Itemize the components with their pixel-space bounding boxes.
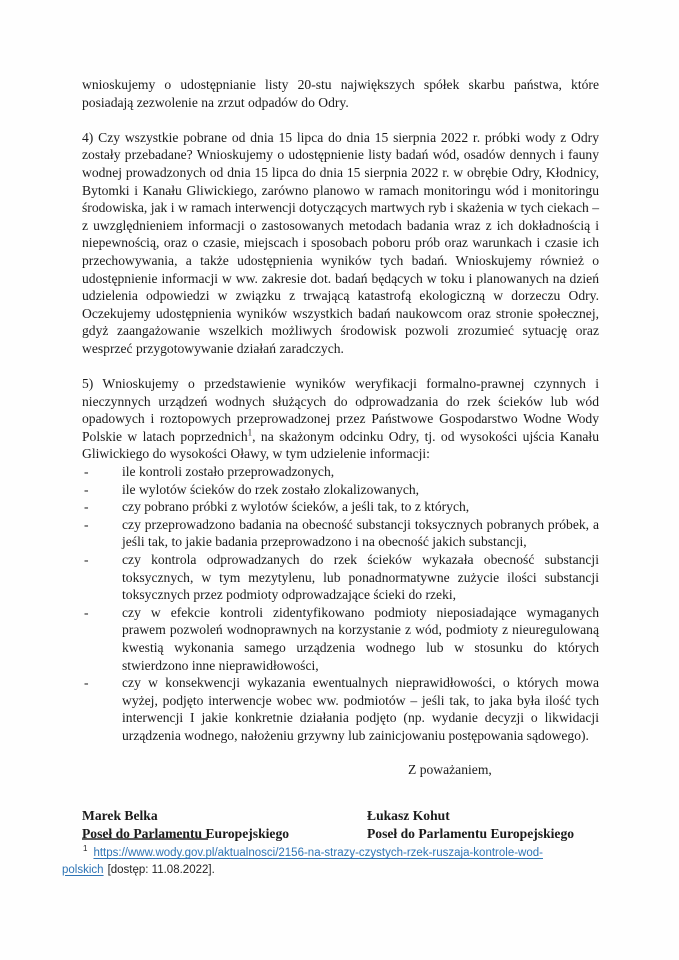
- point-5-text-before-footnote: 5) Wnioskujemy o przedstawienie wyników weryfikacji formalno-prawnej czynnych i nieczynnych urządzeń wodnych służących do odprowadzania do rzek ścieków lub wód opadowych i roztopowych przeprowadzonej przez Państwowe Gospodarstwo Wodne Wody Polskie w latach poprzednich: [82, 376, 599, 444]
- letter-body: [82, 76, 599, 842]
- point-4-paragraph: 4) Czy wszystkie pobrane od dnia 15 lipca do dnia 15 sierpnia 2022 r. próbki wody z Odry zostały przebadane? Wnioskujemy o udostępnienie listy badań wód, osadów dennych i fauny wodnej prowadzonych od dnia 15 lipca do dnia 15 sierpnia 2022 r. w obrębie Odry, Kłodnicy, Bytomki i Kanału Gliwickiego, zarówno planowo w ramach monitoringu wód i monitoringu środowiska, jak i w ramach interwencji dotyczących martwych ryb i skażenia w tych ciekach – z uwzględnieniem informacji o zastosowanych metodach badania wraz z ich dokładnością i niepewnością, oraz o czasie, miejscach i sposobach poboru prób oraz warunkach i czasie ich przechowywania, a także udostępnienia wyników tych badań. Wnioskujemy również o udostępnienie informacji w ww. zakresie dot. badań będących w toku i planowanych na dzień udzielenia odpowiedzi w związku z trwającą katastrofą ekologiczną w dorzeczu Odry. Oczekujemy udostępnienia wyników wszystkich badań naukowcom oraz stronie społecznej, gdyż zaangażowanie wszelkich możliwych środowisk pozwoli zrozumieć sytuację oraz wesprzeć przygotowywanie działań zaradczych.: [82, 129, 599, 356]
- footnote-section: [0, 838, 679, 878]
- list-item-text: czy w konsekwencji wykazania ewentualnych nieprawidłowości, o których mowa wyżej, podjęto interwencje wobec ww. podmiotów – jeśli tak, to jaka była ilość tych interwencji I jakie konkretnie działania podjęto (np. wydanie decyzji o likwidacji urządzenia wodnego, nałożeniu grzywny lub zainicjowaniu postępowania sądowego).: [122, 675, 599, 743]
- request-list: [82, 463, 599, 745]
- list-dash-marker: -: [84, 481, 89, 497]
- list-item-text: czy w efekcie kontroli zidentyfikowano podmioty nieposiadające wymaganych prawem pozwoleń wodnoprawnych na korzystanie z wód, podmioty z nieuregulowaną kwestią wykonania samego urządzenia wodnego lub w stosunku do których stwierdzono inne nieprawidłowości,: [122, 604, 599, 673]
- list-item-text: czy przeprowadzono badania na obecność substancji toksycznych pobranych próbek, a jeśli tak, to jakie badania przeprowadzono i na obecność jakich substancji,: [122, 516, 599, 550]
- list-item-text: czy kontrola odprowadzanych do rzek ścieków wykazała obecność substancji toksycznych, w tym mezytylenu, lub ponadnormatywne zużycie ilości substancji toksycznych przez podmioty odprowadzające ścieki do rzeki,: [122, 552, 599, 603]
- list-item: [82, 551, 599, 604]
- footnote-reference-marker: 1: [247, 427, 253, 438]
- signatory-title: Poseł do Parlamentu Europejskiego: [367, 825, 575, 841]
- footnote-text: [62, 845, 607, 878]
- signatory-title: Poseł do Parlamentu Europejskiego: [82, 825, 290, 841]
- footnote-separator-line: [82, 838, 208, 840]
- list-item-text: czy pobrano próbki z wylotów ścieków, a jeśli tak, to z których,: [122, 499, 470, 515]
- intro-paragraph: wnioskujemy o udostępnianie listy 20-stu największych spółek skarbu państwa, które posiadają zezwolenie na zrzut odpadów do Odry.: [82, 77, 599, 110]
- point-5-paragraph: [82, 375, 599, 463]
- signatory-name: Łukasz Kohut: [367, 808, 450, 824]
- list-dash-marker: -: [84, 516, 89, 532]
- signatory-name: Marek Belka: [82, 808, 158, 824]
- footnote-number: 1: [83, 844, 88, 854]
- list-item: [82, 463, 599, 481]
- closing-salutation: Z poważaniem,: [408, 761, 492, 777]
- list-item: [82, 516, 599, 551]
- list-item: [82, 498, 599, 516]
- list-item: [82, 674, 599, 744]
- list-item-text: ile kontroli zostało przeprowadzonych,: [122, 464, 335, 480]
- list-dash-marker: -: [84, 552, 89, 568]
- footnote-hyperlink[interactable]: https://www.wody.gov.pl/aktualnosci/2156-na-strazy-czystych-rzek-ruszaja-kontrole-wod-polskich: [62, 847, 543, 876]
- list-dash-marker: -: [84, 675, 89, 691]
- list-dash-marker: -: [84, 604, 89, 620]
- list-item: [82, 604, 599, 674]
- point-5-text-after-footnote: , na skażonym odcinku Odry, tj. od wysokości ujścia Kanału Gliwickiego do wysokości Oławy, w tym udzielenie informacji:: [82, 428, 599, 462]
- list-dash-marker: -: [84, 499, 89, 515]
- list-item: [82, 481, 599, 499]
- list-item-text: ile wylotów ścieków do rzek zostało zlokalizowanych,: [122, 481, 420, 497]
- list-dash-marker: -: [84, 464, 89, 480]
- footnote-access-date: [dostęp: 11.08.2022].: [107, 863, 215, 876]
